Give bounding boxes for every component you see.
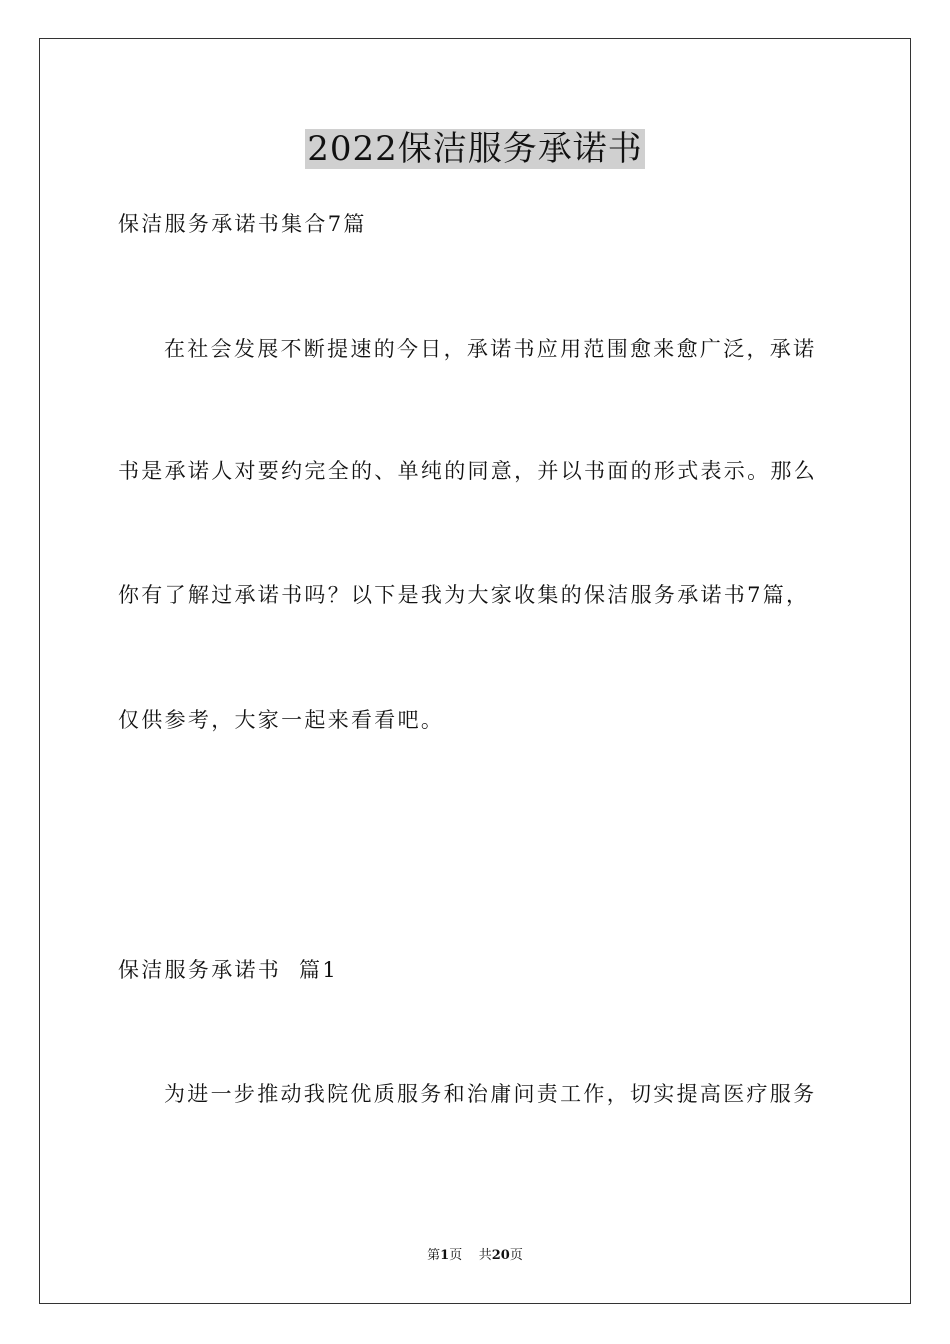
intro-paragraph-line-3: 你有了解过承诺书吗？以下是我为大家收集的保洁服务承诺书7篇，: [118, 583, 810, 607]
footer-page-prefix: 第: [427, 1248, 441, 1263]
page-footer: [0, 1246, 950, 1266]
footer-total-prefix: 共: [478, 1248, 492, 1263]
section-paragraph-line-1: 为进一步推动我院优质服务和治庸问责工作，切实提高医疗服务: [164, 1082, 817, 1106]
intro-paragraph-line-4: 仅供参考，大家一起来看看吧。: [118, 708, 445, 732]
document-subtitle: 保洁服务承诺书集合7篇: [118, 212, 367, 236]
intro-paragraph-line-1: 在社会发展不断提速的今日，承诺书应用范围愈来愈广泛，承诺: [164, 337, 817, 361]
footer-page-suffix: 页: [449, 1248, 463, 1263]
intro-paragraph-line-2: 书是承诺人对要约完全的、单纯的同意，并以书面的形式表示。那么: [118, 459, 817, 483]
section-heading: 保洁服务承诺书 篇1: [118, 958, 339, 982]
document-title-text: 2022保洁服务承诺书: [307, 129, 643, 169]
document-title: [0, 126, 950, 172]
footer-total-suffix: 页: [509, 1248, 523, 1263]
footer-total-pages: 20: [491, 1248, 510, 1263]
footer-page-number: 1: [440, 1248, 450, 1263]
